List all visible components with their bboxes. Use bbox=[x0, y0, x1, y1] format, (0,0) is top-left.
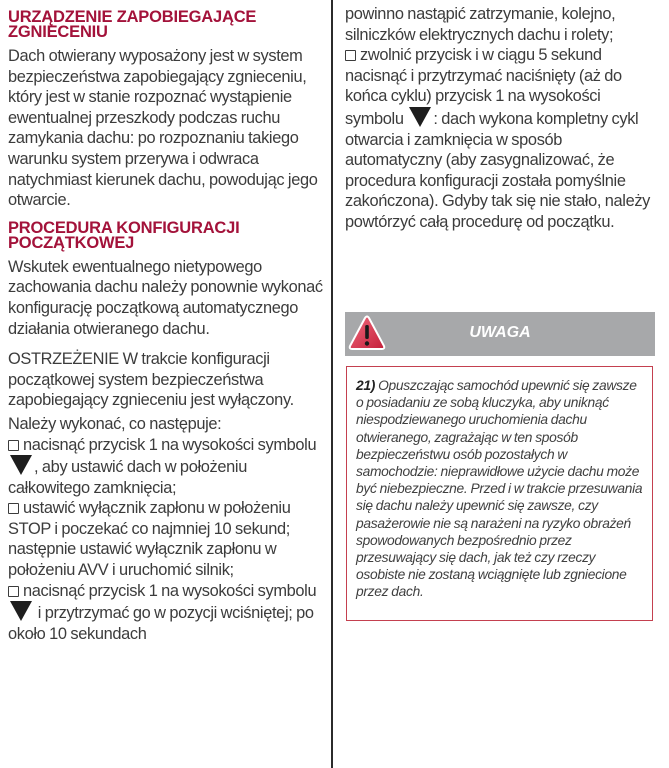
paragraph-steps-intro: Należy wykonać, co następuje: bbox=[8, 414, 222, 433]
step-item-3: nacisnąć przycisk 1 na wysokości symbolu i przytrzymać go w pozycji wciśniętej; po około 10 sekundach bbox=[8, 581, 317, 643]
left-column bbox=[8, 10, 326, 644]
down-triangle-symbol-icon bbox=[10, 455, 32, 475]
step-item-4: zwolnić przycisk i w ciągu 5 sekund nacisnąć i przytrzymać naciśnięty (aż do końca cyklu) przycisk 1 na wysokości symbolu : dach wykona kompletny cykl otwarcia i zamknięcia w sposób automatyczny (aby zasygnalizować, że procedura konfiguracji została pomyślnie zakończona). Gdyby tak się nie stało, należy powtórzyć całą procedurę od początku. bbox=[345, 46, 651, 231]
checkbox-bullet-icon bbox=[8, 440, 19, 451]
warning-body: Opuszczając samochód upewnić się zawsze o posiadaniu ze sobą kluczyka, aby uniknąć niespodziewanego uruchomienia dachu otwieranego, zagrażając w ten sposób bezpieczeństwu osób pozostałych w samochodzie: nieprawidłowe użycie dachu może być niebezpieczne. Przed i w trakcie przesuwania się dachu należy upewnić się zawsze, czy pasażerowie nie są narażeni na ryzyko obrażeń spowodowanych bezpośrednio przez przesuwający się dach, jak też czy rzeczy osobiste nie zostaną wciągnięte lub zgniecione przez dach. bbox=[356, 378, 643, 600]
warning-box bbox=[346, 366, 653, 621]
checkbox-bullet-icon bbox=[8, 503, 19, 514]
paragraph-warning-note: OSTRZEŻENIE W trakcie konfiguracji początkowej system bezpieczeństwa zapobiegający zgnieceniu jest wyłączony. bbox=[8, 350, 294, 410]
paragraph-anti-crush-description: Dach otwierany wyposażony jest w system bezpieczeństwa zapobiegający zgnieceniu, który jest w stanie rozpoznać wystąpienie ewentualnej przeszkody podczas ruchu zamykania dachu: po rozpoznaniu takiego warunku system przerywa i odwraca natychmiast kierunek dachu, powodując jego otwarcie. bbox=[8, 47, 318, 210]
checkbox-bullet-icon bbox=[8, 586, 19, 597]
paragraph-config-intro: Wskutek ewentualnego nietypowego zachowania dachu należy ponownie wykonać konfigurację początkową automatycznego działania otwieranego dachu. bbox=[8, 257, 323, 338]
down-triangle-symbol-icon bbox=[10, 601, 32, 621]
warning-text bbox=[356, 377, 644, 601]
checkbox-bullet-icon bbox=[345, 50, 356, 61]
step-item-1: nacisnąć przycisk 1 na wysokości symbolu , aby ustawić dach w położeniu całkowitego zamknięcia; bbox=[8, 435, 317, 497]
warning-header-bar bbox=[345, 312, 655, 356]
section-heading-initial-config: PROCEDURA KONFIGURACJI POCZĄTKOWEJ bbox=[8, 218, 240, 252]
section-heading-anti-crush: URZĄDZENIE ZAPOBIEGAJĄCE ZGNIECENIU bbox=[8, 8, 257, 41]
right-column bbox=[345, 4, 661, 233]
warning-title: UWAGA bbox=[469, 324, 531, 341]
step-item-2: ustawić wyłącznik zapłonu w położeniu STOP i poczekać co najmniej 10 sekund; następnie ustawić wyłącznik zapłonu w położeniu AVV i uruchomić silnik; bbox=[8, 499, 291, 580]
step-item-3-continued: powinno nastąpić zatrzymanie, kolejno, silniczków elektrycznych dachu i rolety; bbox=[345, 5, 616, 44]
column-divider bbox=[331, 0, 333, 768]
down-triangle-symbol-icon bbox=[409, 107, 431, 127]
warning-number: 21) bbox=[356, 378, 376, 393]
